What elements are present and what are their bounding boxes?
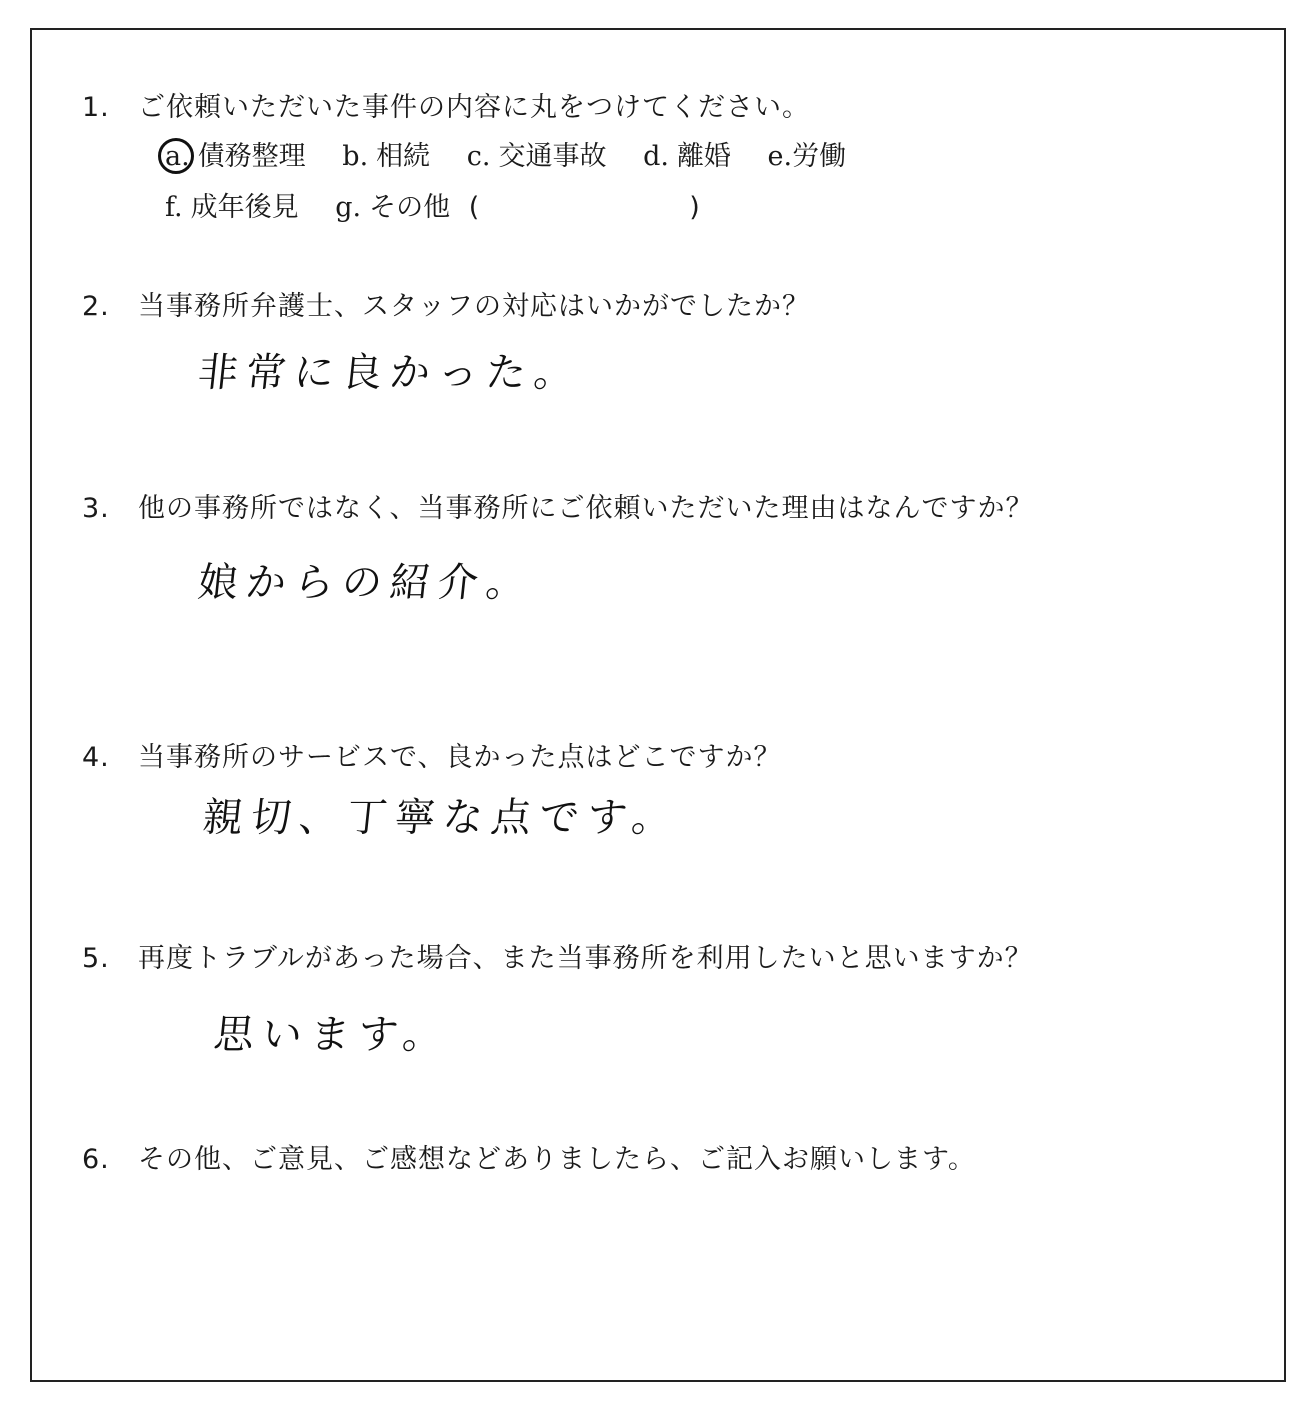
question-1 [82, 91, 810, 125]
option-g-label: その他 [369, 192, 451, 223]
option-b[interactable] [342, 140, 430, 174]
question-3 [82, 492, 1033, 526]
question-6-number: 6. [82, 1144, 110, 1175]
option-b-label: 相続 [376, 141, 431, 172]
question-5-text: 再度トラブルがあった場合、また当事務所を利用したいと思いますか？ [138, 943, 1033, 974]
answer-5-handwritten: 思います。 [211, 1012, 454, 1058]
option-f[interactable] [165, 191, 299, 225]
answer-4-handwritten: 親切、丁寧な点です。 [200, 795, 683, 841]
case-type-options-row-1 [165, 140, 874, 174]
option-b-letter: b. [342, 141, 369, 172]
case-type-options-row-2 [165, 191, 728, 225]
question-5 [82, 942, 1033, 976]
question-2 [82, 290, 810, 324]
option-d[interactable] [643, 140, 731, 174]
other-paren-close: ) [689, 192, 700, 223]
question-6-text: その他、ご意見、ご感想などありましたら、ご記入お願いします。 [138, 1144, 976, 1175]
question-1-text: ご依頼いただいた事件の内容に丸をつけてください。 [138, 92, 810, 123]
question-1-number: 1. [82, 92, 110, 123]
option-f-label: 成年後見 [190, 192, 299, 223]
question-6 [82, 1143, 976, 1177]
question-2-number: 2. [82, 291, 110, 322]
option-a-letter: a. [165, 141, 190, 172]
option-e-letter: e. [767, 141, 793, 172]
question-3-text: 他の事務所ではなく、当事務所にご依頼いただいた理由はなんですか？ [138, 493, 1034, 524]
option-a[interactable] [165, 140, 306, 174]
option-d-label: 離婚 [676, 141, 731, 172]
question-3-number: 3. [82, 493, 110, 524]
option-e-label: 労働 [792, 141, 847, 172]
answer-3-handwritten: 娘からの紹介。 [195, 560, 537, 606]
survey-form-frame [30, 28, 1286, 1382]
option-a-label: 債務整理 [197, 141, 306, 172]
question-4 [82, 741, 781, 775]
question-5-number: 5. [82, 943, 110, 974]
option-f-letter: f. [165, 192, 183, 223]
option-d-letter: d. [643, 141, 669, 172]
option-e[interactable] [768, 140, 847, 174]
other-paren-open: ( [468, 192, 480, 223]
question-4-text: 当事務所のサービスで、良かった点はどこですか？ [138, 742, 782, 773]
question-4-number: 4. [82, 742, 110, 773]
option-c-label: 交通事故 [498, 141, 607, 172]
option-g-letter: g. [335, 192, 362, 223]
option-g[interactable] [335, 191, 700, 225]
option-c[interactable] [467, 140, 607, 174]
option-c-letter: c. [466, 141, 491, 172]
answer-2-handwritten: 非常に良かった。 [195, 350, 585, 396]
question-2-text: 当事務所弁護士、スタッフの対応はいかがでしたか？ [138, 291, 810, 322]
